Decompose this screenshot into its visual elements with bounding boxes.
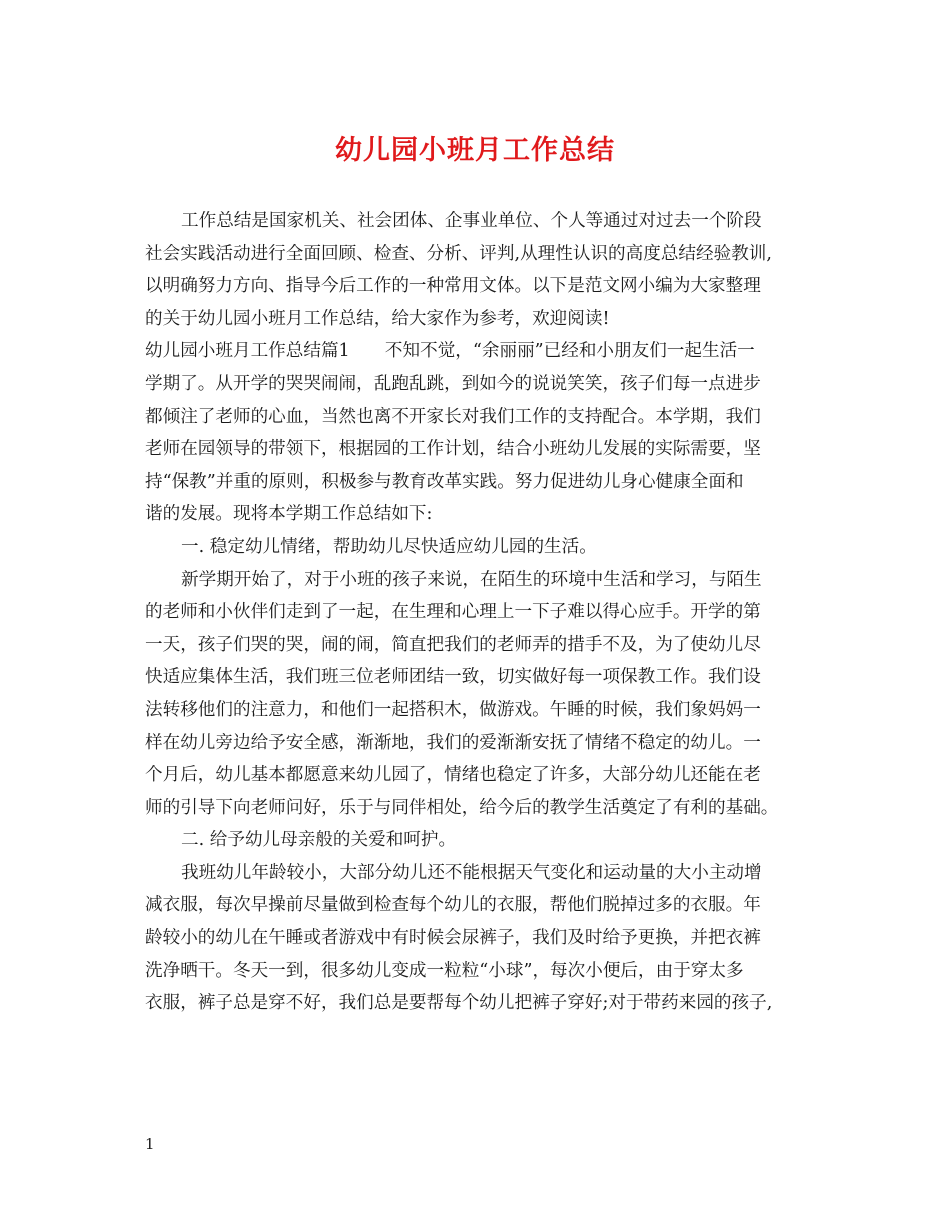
text-line: 龄较小的幼儿在午睡或者游戏中有时候会尿裤子，我们及时给予更换，并把衣裤 — [145, 928, 761, 949]
page-number: 1 — [145, 1135, 155, 1153]
text-line: 新学期开始了，对于小班的孩子来说，在陌生的环境中生活和学习，与陌生 — [181, 569, 762, 590]
text-line: 法转移他们的注意力，和他们一起搭积木，做游戏。午睡的时候，我们象妈妈一 — [145, 699, 761, 720]
text-line: 幼儿园小班月工作总结篇1 不知不觉，“余丽丽”已经和小朋友们一起生活一 — [145, 341, 755, 362]
text-line: 师的引导下向老师问好，乐于与同伴相处，给今后的教学生活奠定了有利的基础。 — [145, 797, 779, 818]
text-line: 一天，孩子们哭的哭，闹的闹，简直把我们的老师弄的措手不及，为了使幼儿尽 — [145, 634, 761, 655]
text-line: 衣服，裤子总是穿不好，我们总是要帮每个幼儿把裤子穿好;对于带药来园的孩子, — [145, 993, 773, 1014]
section-heading: 二. 给予幼儿母亲般的关爱和呵护。 — [181, 830, 457, 851]
text-line: 的关于幼儿园小班月工作总结，给大家作为参考，欢迎阅读! — [145, 308, 610, 329]
text-line: 洗净晒干。冬天一到，很多幼儿变成一粒粒“小球”，每次小便后，由于穿太多 — [145, 960, 744, 981]
text-line: 我班幼儿年龄较小，大部分幼儿还不能根据天气变化和运动量的大小主动增 — [181, 862, 762, 883]
text-line: 社会实践活动进行全面回顾、检查、分析、评判,从理性认识的高度总结经验教训, — [145, 243, 772, 264]
text-line: 都倾注了老师的心血，当然也离不开家长对我们工作的支持配合。本学期，我们 — [145, 406, 761, 427]
text-line: 以明确努力方向、指导今后工作的一种常用文体。以下是范文网小编为大家整理 — [145, 276, 761, 297]
text-line: 个月后，幼儿基本都愿意来幼儿园了，情绪也稳定了许多，大部分幼儿还能在老 — [145, 765, 761, 786]
text-line: 快适应集体生活，我们班三位老师团结一致，切实做好每一项保教工作。我们设 — [145, 667, 761, 688]
text-line: 持“保教”并重的原则，积极参与教育改革实践。努力促进幼儿身心健康全面和 — [145, 471, 744, 492]
text-line: 老师在园领导的带领下，根据园的工作计划，结合小班幼儿发展的实际需要，坚 — [145, 439, 761, 460]
text-line: 的老师和小伙伴们走到了一起，在生理和心理上一下子难以得心应手。开学的第 — [145, 602, 761, 623]
text-line: 工作总结是国家机关、社会团体、企事业单位、个人等通过对过去一个阶段 — [181, 211, 762, 231]
section-heading: 一. 稳定幼儿情绪，帮助幼儿尽快适应幼儿园的生活。 — [181, 536, 597, 557]
document-title: 幼儿园小班月工作总结 — [335, 135, 615, 166]
document-body — [145, 205, 815, 1020]
text-line: 样在幼儿旁边给予安全感，渐渐地，我们的爱渐渐安抚了情绪不稳定的幼儿。一 — [145, 732, 761, 753]
text-line: 减衣服，每次早操前尽量做到检查每个幼儿的衣服，帮他们脱掉过多的衣服。年 — [145, 895, 761, 916]
text-line: 谐的发展。现将本学期工作总结如下: — [145, 504, 433, 525]
text-line: 学期了。从开学的哭哭闹闹，乱跑乱跳，到如今的说说笑笑，孩子们每一点进步 — [145, 373, 761, 394]
